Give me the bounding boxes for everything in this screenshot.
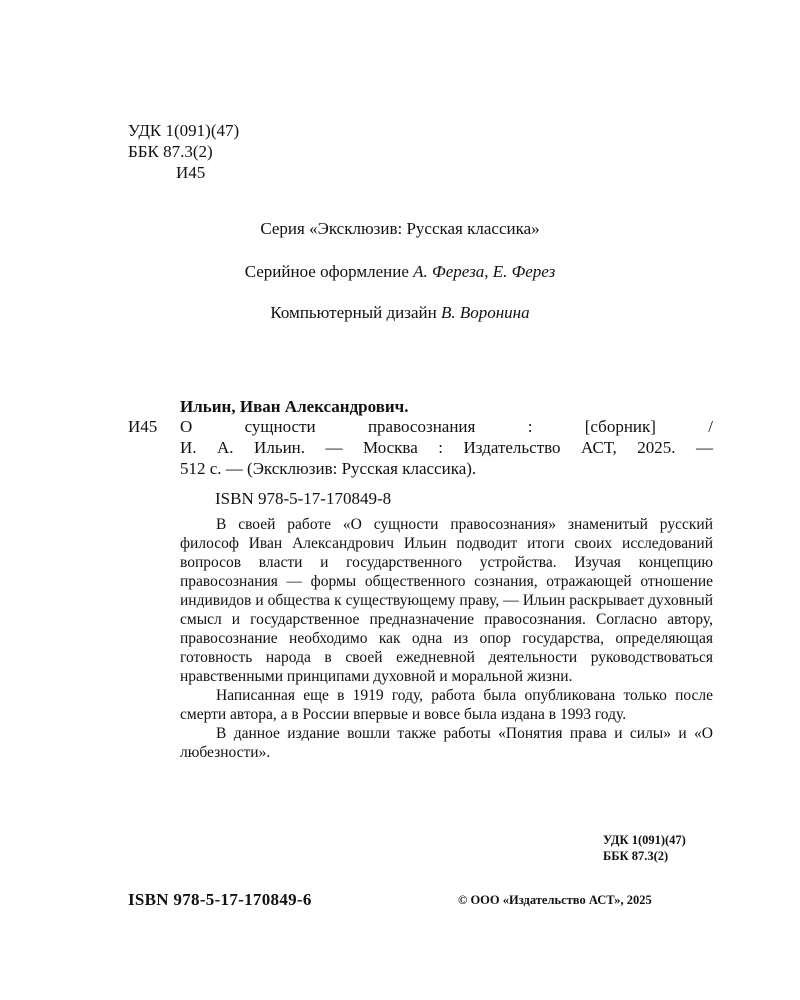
series-design-credit: [0, 262, 800, 282]
catalog-mark: И45: [128, 417, 158, 436]
footer-isbn: ISBN 978-5-17-170849-6: [128, 890, 312, 909]
footer-codes: [603, 832, 686, 864]
udk-code: УДК 1(091)(47): [128, 121, 240, 140]
computer-design-label: Компьютерный дизайн: [270, 303, 437, 322]
series-line: Серия «Эксклюзив: Русская классика»: [260, 219, 540, 238]
series-design-names: А. Фереза, Е. Ферез: [413, 262, 556, 281]
bbk-code: ББК 87.3(2): [128, 142, 213, 161]
footer-udk-code: УДК 1(091)(47): [603, 833, 686, 847]
annotation-paragraph-3: В данное издание вошли также работы «Понятия права и силы» и «О любезности».: [180, 725, 713, 761]
catalog-isbn: ISBN 978-5-17-170849-8: [215, 489, 392, 508]
catalog-line-2: И. А. Ильин. — Москва : Издательство АСТ, 2025. —: [180, 438, 713, 457]
catalog-description: [180, 416, 713, 479]
copyright-notice: © ООО «Издательство АСТ», 2025: [458, 893, 652, 907]
computer-design-name: В. Воронина: [440, 303, 530, 322]
series-design-label: Серийное оформление: [244, 262, 409, 281]
catalog-line-3: 512 с. — (Эксклюзив: Русская классика).: [180, 459, 477, 478]
catalog-line-1: О сущности правосознания : [сборник] /: [180, 417, 713, 436]
catalog-author-heading: Ильин, Иван Александрович.: [180, 397, 409, 416]
computer-design-credit: [0, 303, 800, 323]
annotation-paragraph-2: Написанная еще в 1919 году, работа была опубликована только после смерти автора, а в России впервые и вовсе была издана в 1993 году.: [180, 687, 713, 723]
footer-bbk-code: ББК 87.3(2): [603, 849, 669, 863]
annotation: [180, 515, 713, 762]
annotation-paragraph-1: В своей работе «О сущности правосознания» знаменитый русский философ Иван Александрович Ильин подводит итоги своих исследований вопросов власти и государственного устройства. Изучая концепцию правосознания — формы общественного сознания, отражающей отношение индивидов и общества к существующему праву, — Ильин раскрывает духовный смысл и государственное предназначение правосознания. Согласно автору, правосознание необходимо как одна из опор государства, определяющая готовность народа в своей ежедневной деятельности руководствоваться нравственными принципами духовной и моральной жизни.: [180, 516, 713, 685]
header-codes: [128, 120, 239, 183]
author-mark: И45: [176, 163, 206, 182]
